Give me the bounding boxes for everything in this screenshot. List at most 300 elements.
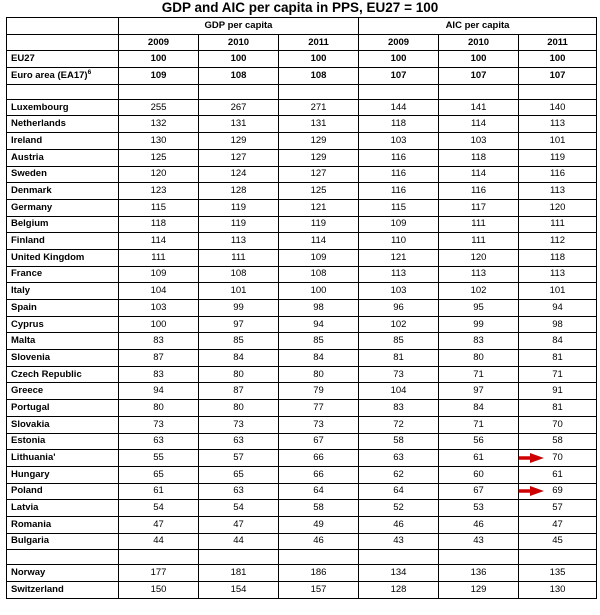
value-text: 271 [310,101,327,113]
value-cell [119,199,199,216]
value-cell [199,350,279,367]
value-text: 131 [310,118,327,130]
year-header: 2011 [519,34,597,51]
value-cell [519,233,597,250]
value-text: 113 [470,268,487,280]
value-text: 58 [552,435,563,447]
value-cell [199,533,279,550]
value-text: 47 [233,518,244,530]
value-cell [439,99,519,116]
table-row [7,433,597,450]
value-text: 100 [390,53,407,65]
value-text: 124 [230,168,247,180]
value-cell [439,400,519,417]
value-text: 110 [390,235,407,247]
value-cell [519,283,597,300]
value-cell [279,199,359,216]
value-text: 94 [313,318,324,330]
value-cell [439,149,519,166]
value-cell [439,266,519,283]
value-cell [279,233,359,250]
value-text: 144 [390,101,407,113]
value-text: 65 [153,468,164,480]
value-cell [199,433,279,450]
row-label-text: Slovenia [11,351,51,363]
table-row [7,133,597,150]
year-header: 2009 [119,34,199,51]
table-row [7,233,597,250]
value-text: 96 [393,301,404,313]
value-text: 104 [150,285,167,297]
gdp-aic-table [6,17,597,599]
value-text: 103 [150,301,167,313]
value-cell [359,400,439,417]
value-cell [119,466,199,483]
value-text: 113 [549,268,566,280]
value-cell [519,483,597,500]
value-cell [359,350,439,367]
value-text: 81 [552,401,563,413]
value-cell [119,183,199,200]
value-text: 121 [390,251,407,263]
value-cell [199,500,279,517]
table-row [7,582,597,599]
table-row [7,116,597,133]
value-text: 57 [552,502,563,514]
value-text: 107 [549,69,566,81]
value-cell [519,133,597,150]
value-cell [279,216,359,233]
value-text: 83 [393,401,404,413]
value-cell [519,565,597,582]
value-cell [519,166,597,183]
value-text: 91 [552,385,563,397]
value-text: 80 [233,368,244,380]
table-row [7,68,597,85]
value-text: 177 [150,567,167,579]
value-text: 84 [233,351,244,363]
value-cell [119,366,199,383]
value-cell [199,283,279,300]
value-cell [119,149,199,166]
value-cell [279,68,359,85]
table-row [7,199,597,216]
row-label-text: Czech Republic [11,368,82,380]
value-text: 113 [230,235,247,247]
value-cell [439,582,519,599]
value-cell [359,266,439,283]
value-text: 100 [150,53,167,65]
value-text: 97 [233,318,244,330]
value-cell [439,350,519,367]
value-text: 116 [390,185,407,197]
row-label [7,500,119,517]
value-cell [279,166,359,183]
value-cell [279,416,359,433]
row-label [7,533,119,550]
value-cell [199,483,279,500]
value-cell [359,249,439,266]
value-text: 120 [470,251,487,263]
value-cell [439,316,519,333]
value-text: 62 [393,468,404,480]
value-cell [199,516,279,533]
spacer-cell [279,550,359,565]
value-text: 64 [393,485,404,497]
value-text: 186 [310,567,327,579]
value-text: 60 [473,468,484,480]
value-cell [119,433,199,450]
value-cell [439,166,519,183]
value-cell [439,383,519,400]
value-text: 80 [233,401,244,413]
table-row [7,533,597,550]
value-text: 73 [393,368,404,380]
row-label-text: Spain [11,301,37,313]
header-empty-cell [7,34,119,51]
value-text: 108 [230,69,247,81]
value-cell [439,116,519,133]
value-text: 80 [153,401,164,413]
value-cell [279,333,359,350]
value-text: 73 [233,418,244,430]
value-cell [119,582,199,599]
value-cell [279,99,359,116]
table-row [7,166,597,183]
value-text: 73 [313,418,324,430]
value-cell [279,266,359,283]
value-cell [279,316,359,333]
value-text: 97 [473,385,484,397]
value-cell [279,249,359,266]
value-text: 47 [552,518,563,530]
value-cell [119,383,199,400]
value-cell [359,582,439,599]
value-cell [519,300,597,317]
value-text: 85 [393,335,404,347]
value-text: 111 [471,218,486,230]
row-label-text: Latvia [11,502,39,514]
value-text: 66 [313,452,324,464]
row-label [7,400,119,417]
value-cell [359,99,439,116]
row-label [7,433,119,450]
value-cell [119,233,199,250]
value-text: 116 [470,185,487,197]
value-cell [279,500,359,517]
value-text: 98 [313,301,324,313]
value-cell [519,466,597,483]
value-cell [279,433,359,450]
spacer-cell [7,84,119,99]
spacer-cell [7,550,119,565]
value-text: 114 [470,168,487,180]
value-cell [199,133,279,150]
value-cell [519,249,597,266]
row-label-text: Luxembourg [11,101,69,113]
value-text: 109 [150,69,167,81]
value-text: 111 [471,235,486,247]
row-label [7,199,119,216]
value-cell [519,216,597,233]
value-cell [439,133,519,150]
row-label [7,565,119,582]
value-text: 72 [393,418,404,430]
value-text: 71 [473,418,484,430]
row-label-text: Austria [11,151,44,163]
value-cell [439,183,519,200]
value-text: 154 [230,583,247,595]
value-cell [519,316,597,333]
value-text: 81 [552,351,563,363]
value-cell [199,366,279,383]
row-label [7,51,119,68]
value-text: 80 [473,351,484,363]
value-cell [359,51,439,68]
row-label [7,300,119,317]
value-text: 109 [390,218,407,230]
value-cell [199,116,279,133]
value-text: 120 [549,201,566,213]
value-cell [439,249,519,266]
value-text: 84 [473,401,484,413]
value-cell [359,366,439,383]
value-text: 84 [552,335,563,347]
value-text: 119 [230,201,247,213]
value-cell [439,500,519,517]
table-row [7,99,597,116]
spacer-cell [359,84,439,99]
value-cell [519,149,597,166]
row-label-text: Germany [11,201,53,213]
value-text: 71 [473,368,484,380]
value-text: 115 [150,201,167,213]
value-cell [119,51,199,68]
value-cell [359,68,439,85]
value-cell [199,333,279,350]
year-header: 2011 [279,34,359,51]
value-text: 66 [313,468,324,480]
row-label-text: Lithuania' [11,452,56,464]
value-text: 63 [393,452,404,464]
value-text: 101 [230,285,247,297]
value-text: 70 [552,418,563,430]
row-label-text: Denmark [11,185,52,197]
value-cell [279,149,359,166]
value-text: 100 [310,285,327,297]
row-label-text: Slovakia [11,418,50,430]
row-label [7,582,119,599]
value-cell [439,483,519,500]
value-text: 102 [470,285,487,297]
value-text: 46 [393,518,404,530]
value-text: 111 [231,251,246,263]
row-label [7,68,119,85]
spacer-cell [199,84,279,99]
value-text: 46 [313,535,324,547]
value-text: 114 [310,235,327,247]
value-cell [359,149,439,166]
value-text: 67 [313,435,324,447]
value-text: 127 [230,151,247,163]
value-text: 267 [230,101,247,113]
value-cell [119,283,199,300]
table-row [7,466,597,483]
value-cell [439,450,519,467]
row-label-text: Ireland [11,134,43,146]
value-text: 54 [153,502,164,514]
value-text: 116 [390,151,407,163]
value-cell [119,316,199,333]
value-text: 43 [393,535,404,547]
value-text: 129 [230,134,247,146]
year-header: 2010 [199,34,279,51]
row-label-text: Norway [11,567,46,579]
value-cell [199,416,279,433]
value-cell [279,383,359,400]
row-label-text: Finland [11,235,45,247]
value-text: 116 [549,168,566,180]
value-cell [279,366,359,383]
value-cell [439,283,519,300]
value-cell [439,516,519,533]
value-cell [359,300,439,317]
value-cell [439,533,519,550]
value-text: 113 [549,185,566,197]
value-text: 71 [552,368,563,380]
row-label [7,316,119,333]
year-header: 2010 [439,34,519,51]
value-text: 100 [549,53,566,65]
row-label [7,483,119,500]
spacer-cell [119,84,199,99]
value-text: 116 [390,168,407,180]
value-cell [199,51,279,68]
table-row [7,366,597,383]
value-cell [359,565,439,582]
value-text: 140 [549,101,566,113]
value-cell [359,166,439,183]
value-cell [519,383,597,400]
row-label-text: Portugal [11,401,50,413]
value-cell [119,266,199,283]
row-label [7,416,119,433]
value-text: 63 [233,435,244,447]
value-text: 64 [313,485,324,497]
value-cell [199,99,279,116]
value-cell [359,116,439,133]
value-text: 141 [470,101,487,113]
value-cell [439,366,519,383]
value-text: 69 [552,485,563,497]
value-cell [439,466,519,483]
spacer-cell [519,84,597,99]
value-cell [119,450,199,467]
value-text: 129 [310,134,327,146]
value-cell [439,216,519,233]
value-cell [439,199,519,216]
value-cell [199,233,279,250]
value-text: 109 [310,251,327,263]
table-row [7,216,597,233]
value-text: 150 [150,583,167,595]
table-row [7,416,597,433]
row-label [7,249,119,266]
row-label-text: Estonia [11,435,46,447]
value-text: 127 [310,168,327,180]
row-label-text: United Kingdom [11,251,85,263]
value-text: 135 [549,567,566,579]
row-label-text: Sweden [11,168,47,180]
value-cell [359,533,439,550]
value-cell [439,300,519,317]
table-row [7,300,597,317]
value-text: 118 [150,218,167,230]
value-text: 44 [153,535,164,547]
value-cell [119,133,199,150]
value-cell [359,283,439,300]
row-label-text: Netherlands [11,118,66,130]
value-text: 85 [313,335,324,347]
value-text: 87 [233,385,244,397]
value-text: 79 [313,385,324,397]
value-cell [279,300,359,317]
value-text: 46 [473,518,484,530]
value-cell [279,283,359,300]
value-text: 58 [393,435,404,447]
value-cell [199,216,279,233]
value-cell [359,433,439,450]
value-text: 94 [153,385,164,397]
row-label-text: Switzerland [11,583,64,595]
table-row [7,500,597,517]
value-cell [199,183,279,200]
footnote-marker: 6 [87,68,92,76]
value-cell [119,249,199,266]
spacer-cell [119,550,199,565]
row-label-text: France [11,268,43,280]
table-row [7,249,597,266]
row-label-text: Greece [11,385,44,397]
value-text: 56 [473,435,484,447]
value-cell [279,565,359,582]
value-text: 95 [473,301,484,313]
value-text: 103 [470,134,487,146]
header-group-row [7,18,597,35]
value-text: 131 [230,118,247,130]
value-text: 61 [473,452,484,464]
table-row [7,483,597,500]
value-text: 119 [310,218,327,230]
value-cell [119,68,199,85]
value-text: 112 [549,235,566,247]
value-cell [359,500,439,517]
value-cell [199,266,279,283]
value-cell [199,300,279,317]
value-cell [119,533,199,550]
value-text: 157 [310,583,327,595]
value-cell [359,199,439,216]
value-cell [359,383,439,400]
spacer-cell [359,550,439,565]
aic-group-header: AIC per capita [359,18,597,35]
value-text: 84 [313,351,324,363]
value-cell [119,565,199,582]
value-cell [199,582,279,599]
row-label-text: Cyprus [11,318,44,330]
value-text: 44 [233,535,244,547]
spacer-row [7,550,597,565]
